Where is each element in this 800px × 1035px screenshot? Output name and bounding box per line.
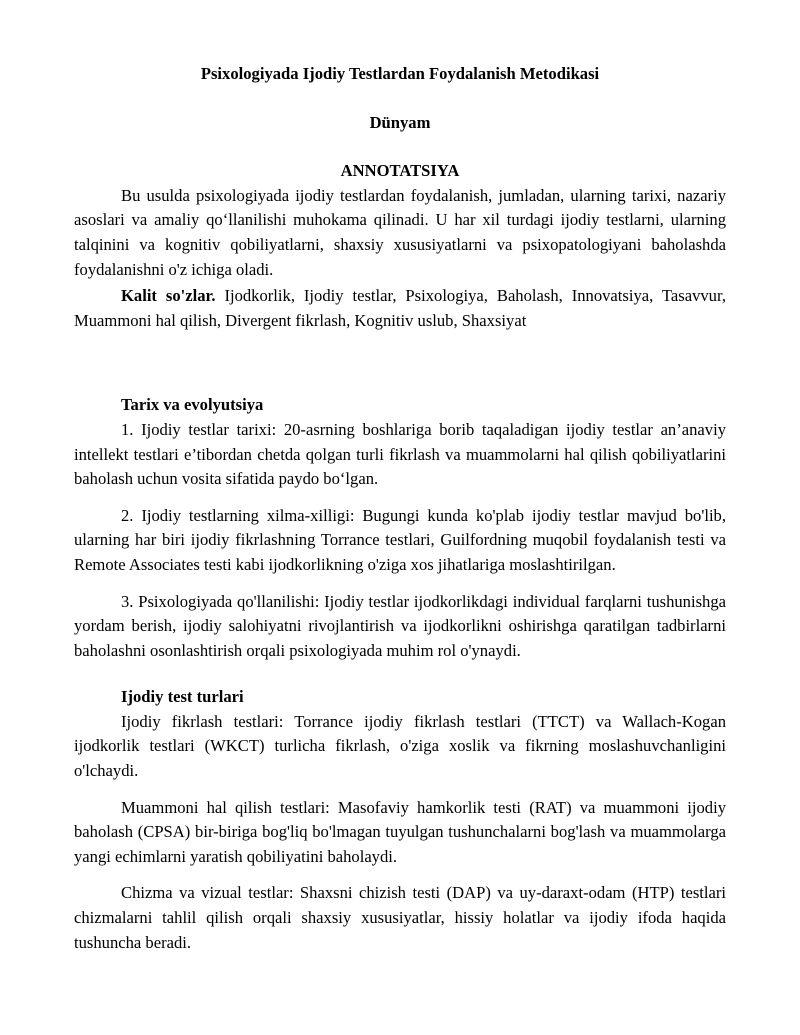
abstract-heading: ANNOTATSIYA [340, 161, 460, 181]
test-types-paragraph-3: Chizma va vizual testlar: Shaxsni chizish testi (DAP) va uy-daraxt-odam (HTP) testlari chizmalarni tahlil qilish orqali shaxsiy xususiyatlar, hissiy holatlar va ijodiy ifoda haqida tushuncha beradi. [74, 883, 726, 952]
keywords-label: Kalit so'zlar. [121, 286, 216, 306]
document-page [74, 62, 726, 955]
section-heading-history: Tarix va evolyutsiya [121, 395, 264, 415]
test-types-paragraph-1: Ijodiy fikrlash testlari: Torrance ijodiy fikrlash testlari (TTCT) va Wallach-Kogan ijodkorlik testlari (WKCT) turlicha fikrlash, o'ziga xoslik va fikrning moslashuvchanligini o'lchaydi. [74, 711, 726, 781]
section-heading-test-types: Ijodiy test turlari [121, 687, 244, 707]
document-author: Dünyam [369, 112, 431, 132]
history-paragraph-3: 3. Psixologiyada qo'llanilishi: Ijodiy testlar ijodkorlikdagi individual farqlarni tushunishga yordam berish, ijodiy salohiyatni rivojlantirish va ijodkorlikni oshirishga qaratilgan tadbirlarni baholashni osonlashtirish orqali psixologiyada muhim rol o'ynaydi. [74, 591, 726, 660]
keywords-paragraph [74, 284, 726, 333]
keywords-text: Ijodkorlik, Ijodiy testlar, Psixologiya, Baholash, Innovatsiya, Tasavvur, Muammoni hal qilish, Divergent fikrlash, Kognitiv uslub, Shaxsiyat [74, 286, 726, 330]
abstract-paragraph: Bu usulda psixologiyada ijodiy testlardan foydalanish, jumladan, ularning tarixi, nazariy asoslari va amaliy qo‘llanilishi muhokama qilinadi. U har xil turdagi ijodiy testlarni, ularning talqinini va kognitiv qobiliyatlarni, shaxsiy xususiyatlarni va psixopatologiyani baholashda foydalanishni o'z ichiga oladi. [74, 185, 726, 279]
document-title: Psixologiyada Ijodiy Testlardan Foydalanish Metodikasi [200, 64, 600, 83]
test-types-paragraph-2: Muammoni hal qilish testlari: Masofaviy hamkorlik testi (RAT) va muammoni ijodiy baholash (CPSA) bir-biriga bog'liq bo'lmagan tuyulgan tushunchalarni bog'lash va muammolarga yangi echimlarni yaratish qobiliyatini baholaydi. [74, 797, 726, 866]
history-paragraph-1: 1. Ijodiy testlar tarixi: 20-asrning boshlariga borib taqaladigan ijodiy testlar an’anaviy intellekt testlari e’tibordan chetda qolgan turli fikrlash va muammolarni hal qilish qobiliyatlarini baholash uchun vosita sifatida paydo bo‘lgan. [74, 419, 726, 489]
history-paragraph-2: 2. Ijodiy testlarning xilma-xilligi: Bugungi kunda ko'plab ijodiy testlar mavjud bo'lib, ularning har biri ijodiy fikrlashning Torrance testlari, Guilfordning muqobil foydalanish testi va Remote Associates testi kabi ijodkorlikning o'ziga xos jihatlariga moslashtirilgan. [74, 505, 726, 574]
